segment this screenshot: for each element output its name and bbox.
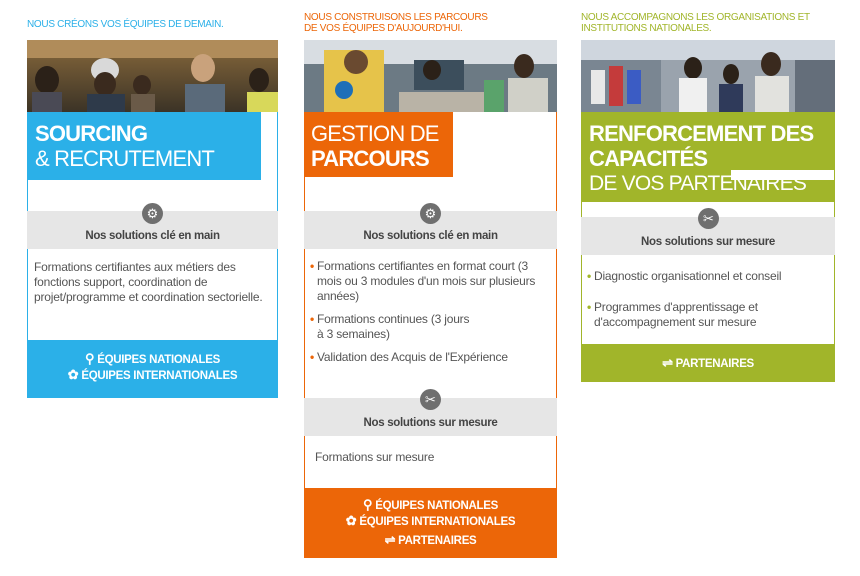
handshake-icon: ⇌ bbox=[662, 355, 673, 370]
column-1-band-label: Nos solutions clé en main bbox=[85, 230, 220, 242]
column-2-band-1 bbox=[304, 206, 557, 249]
footer-label: PARTENAIRES bbox=[398, 535, 477, 547]
gear-icon: ⚙ bbox=[142, 203, 163, 224]
column-2-footer bbox=[304, 488, 557, 558]
map-pin-icon: ⚲ bbox=[362, 497, 373, 512]
footer-label: PARTENAIRES bbox=[675, 358, 754, 370]
list-item-text: Programmes d'apprentissage et d'accompagnement sur mesure bbox=[594, 300, 758, 329]
footer-item[interactable] bbox=[304, 532, 557, 548]
column-3-bullets bbox=[587, 269, 829, 338]
list-item: • Validation des Acquis de l'Expérience bbox=[310, 350, 508, 364]
footer-label: ÉQUIPES INTERNATIONALES bbox=[81, 370, 238, 382]
column-2-bullets bbox=[310, 259, 550, 373]
column-3-photo bbox=[581, 40, 835, 112]
column-2-tagline-line2: DE VOS ÉQUIPES D'AUJOURD'HUI. bbox=[304, 23, 463, 34]
footer-item[interactable] bbox=[304, 497, 557, 513]
footer-item[interactable] bbox=[581, 355, 835, 371]
column-1-title-line2: & RECRUTEMENT bbox=[35, 146, 215, 171]
column-2-band-2 bbox=[304, 392, 557, 436]
footer-label: ÉQUIPES NATIONALES bbox=[97, 354, 221, 366]
column-1-photo bbox=[27, 40, 278, 112]
column-3-tagline-line1: NOUS ACCOMPAGNONS LES ORGANISATIONS ET bbox=[581, 12, 810, 23]
column-2-photo bbox=[304, 40, 557, 112]
column-1-tagline: NOUS CRÉONS VOS ÉQUIPES DE DEMAIN. bbox=[27, 19, 224, 30]
column-3-band-label: Nos solutions sur mesure bbox=[640, 236, 776, 248]
column-1-band bbox=[27, 206, 278, 249]
column-1-footer bbox=[27, 340, 278, 398]
scissors-icon: ✂ bbox=[420, 389, 441, 410]
column-2-band-2-label: Nos solutions sur mesure bbox=[363, 417, 498, 429]
list-item-text: Formations certifiantes en format court (3 mois ou 3 modules d'un mois sur plusieurs années) bbox=[317, 259, 536, 303]
footer-item[interactable] bbox=[27, 367, 278, 383]
column-2-tagline bbox=[304, 12, 488, 34]
footer-item[interactable] bbox=[27, 351, 278, 367]
column-1-body: Formations certifiantes aux métiers des fonctions support, coordination de projet/programme et coordination sectorielle. bbox=[34, 260, 263, 304]
column-3-footer bbox=[581, 344, 835, 382]
column-3-tagline-line2: INSTITUTIONS NATIONALES. bbox=[581, 23, 712, 34]
globe-icon: ✿ bbox=[345, 513, 357, 528]
column-2-title-line2: PARCOURS bbox=[311, 146, 429, 171]
column-1-title-line1: SOURCING bbox=[35, 121, 148, 146]
list-item: • Formations certifiantes en format court (3 mois ou 3 modules d'un mois sur plusieurs années) bbox=[310, 259, 536, 303]
footer-item[interactable] bbox=[304, 513, 557, 529]
globe-icon: ✿ bbox=[67, 367, 79, 382]
scissors-icon: ✂ bbox=[698, 208, 719, 229]
column-2-tagline-line1: NOUS CONSTRUISONS LES PARCOURS bbox=[304, 12, 488, 23]
column-3-title-line2: CAPACITÉS bbox=[589, 146, 708, 171]
list-item-text: Validation des Acquis de l'Expérience bbox=[317, 350, 508, 364]
gear-icon: ⚙ bbox=[420, 203, 441, 224]
footer-label: ÉQUIPES NATIONALES bbox=[375, 500, 499, 512]
column-3-title-line3: DE VOS PARTENAIRES bbox=[589, 172, 807, 195]
column-1-title bbox=[27, 112, 261, 180]
column-3-title-line1: RENFORCEMENT DES bbox=[589, 121, 814, 146]
column-2-band-1-label: Nos solutions clé en main bbox=[363, 230, 498, 242]
column-2-title bbox=[304, 112, 453, 177]
column-2-title-line1: GESTION DE bbox=[311, 121, 439, 146]
footer-label: ÉQUIPES INTERNATIONALES bbox=[359, 516, 516, 528]
handshake-icon: ⇌ bbox=[384, 532, 396, 547]
list-item: • Programmes d'apprentissage et d'accompagnement sur mesure bbox=[587, 300, 758, 329]
column-3-title bbox=[581, 112, 835, 202]
list-item: • Formations continues (3 jours à 3 semaines) bbox=[310, 312, 550, 342]
column-3-band bbox=[581, 211, 835, 255]
column-3-tagline bbox=[581, 12, 810, 34]
list-item-text: Formations continues (3 jours à 3 semaines) bbox=[317, 312, 470, 341]
list-item: • Diagnostic organisationnel et conseil bbox=[587, 269, 782, 283]
map-pin-icon: ⚲ bbox=[84, 351, 95, 366]
column-2-body-2: Formations sur mesure bbox=[315, 450, 435, 464]
list-item-text: Diagnostic organisationnel et conseil bbox=[594, 269, 782, 283]
